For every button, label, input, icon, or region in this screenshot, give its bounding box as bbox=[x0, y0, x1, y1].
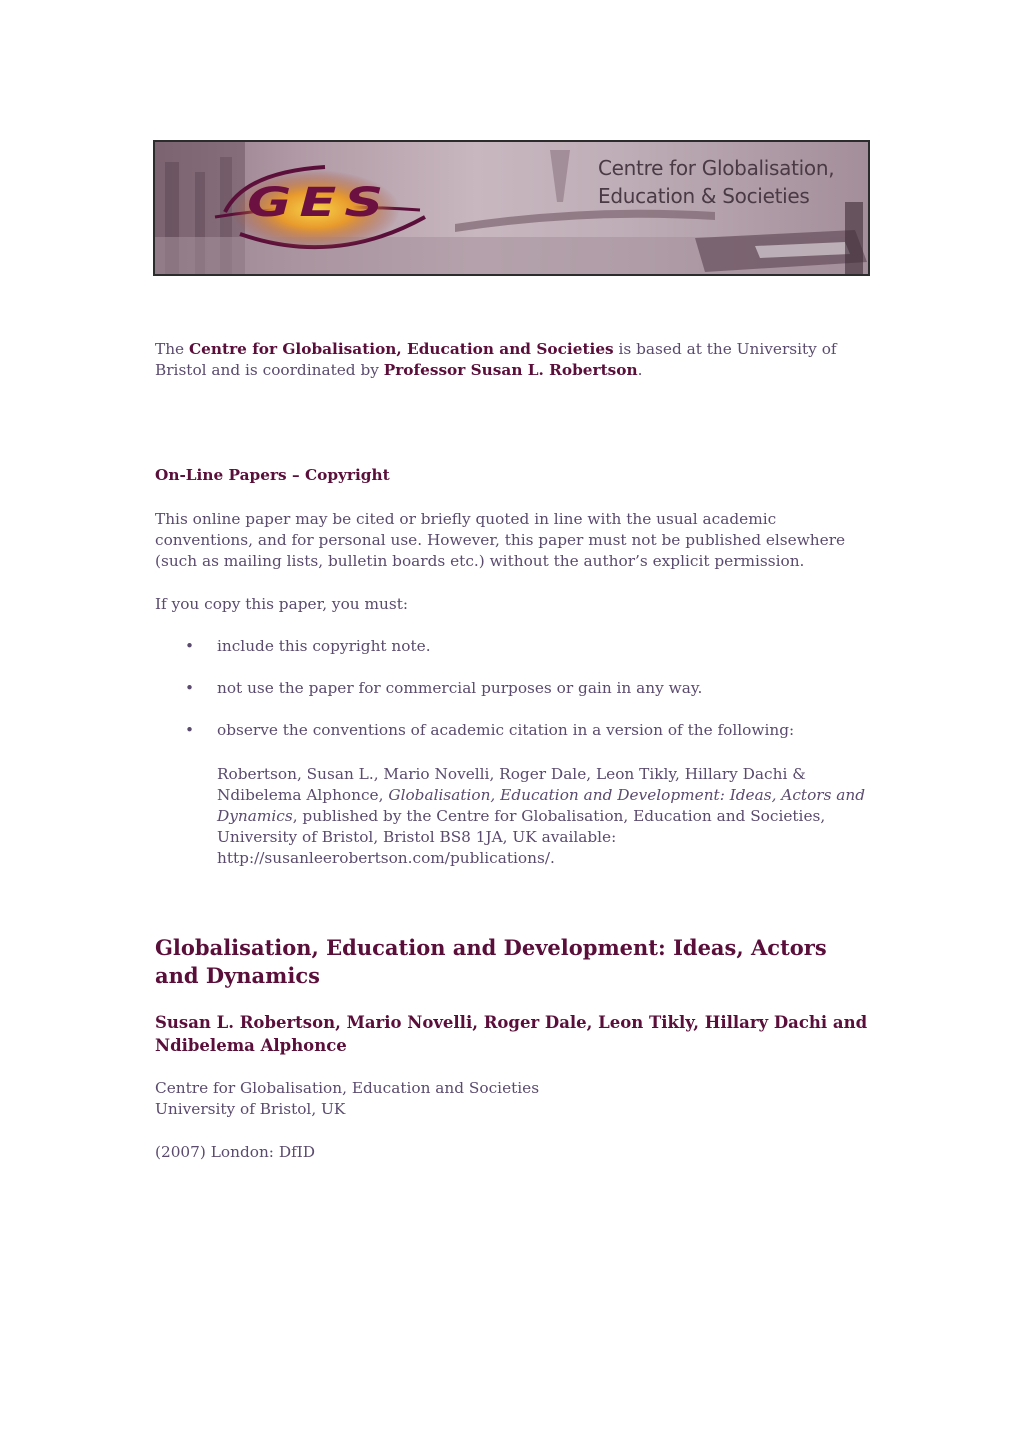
citation-publisher: , published by the Centre for Globalisation, Education and Societies, University of Bristol, Bristol BS8 1JA, UK available: http://susanleerobertson.com/publications/. bbox=[217, 807, 826, 867]
rule-text: include this copyright note. bbox=[217, 637, 431, 655]
publication-info: (2007) London: DfID bbox=[155, 1143, 316, 1161]
intro-text-3: . bbox=[637, 361, 643, 379]
intro-paragraph bbox=[155, 339, 870, 381]
banner-title-line-2: Education & Societies bbox=[598, 184, 810, 208]
citation-block bbox=[217, 764, 877, 869]
logo-text: GES bbox=[247, 180, 392, 226]
copyright-heading: On-Line Papers – Copyright bbox=[155, 466, 390, 484]
list-item bbox=[155, 720, 870, 762]
banner-title-line-1: Centre for Globalisation, bbox=[598, 156, 835, 180]
banner-title bbox=[598, 154, 868, 210]
list-item bbox=[155, 678, 870, 720]
coordinator-name: Professor Susan L. Robertson bbox=[383, 361, 638, 379]
affiliation-line-1: Centre for Globalisation, Education and Societies bbox=[155, 1079, 540, 1097]
copyright-rules-list bbox=[155, 636, 870, 762]
rule-text: observe the conventions of academic citation in a version of the following: bbox=[217, 721, 795, 739]
bullet: • bbox=[185, 679, 195, 697]
list-item bbox=[155, 636, 870, 678]
citation-title: Globalisation, Education and Development: Ideas, Actors and Dynamics bbox=[217, 786, 866, 825]
bullet: • bbox=[185, 721, 195, 739]
paper-authors: Susan L. Robertson, Mario Novelli, Roger Dale, Leon Tikly, Hillary Dachi and Ndibelema Alphonce bbox=[155, 1013, 868, 1055]
citation-authors: Robertson, Susan L., Mario Novelli, Roger Dale, Leon Tikly, Hillary Dachi & Ndibelema Alphonce, bbox=[217, 765, 806, 804]
header-banner bbox=[153, 140, 870, 276]
affiliation-line-2: University of Bristol, UK bbox=[155, 1100, 346, 1118]
copyright-lead: If you copy this paper, you must: bbox=[155, 595, 408, 613]
rule-text: not use the paper for commercial purposes or gain in any way. bbox=[217, 679, 703, 697]
copyright-paragraph: This online paper may be cited or briefly quoted in line with the usual academic conventions, and for personal use. However, this paper must not be published elsewhere (such as mailing lists, bulletin boards etc.) without the author’s explicit permission. bbox=[155, 510, 846, 570]
paper-title: Globalisation, Education and Development: Ideas, Actors and Dynamics bbox=[155, 935, 827, 988]
intro-text-1: The bbox=[155, 340, 189, 358]
centre-name: Centre for Globalisation, Education and Societies bbox=[188, 340, 614, 358]
affiliation bbox=[155, 1078, 870, 1120]
bullet: • bbox=[185, 637, 195, 655]
intro-text-2: is based at the University of Bristol and is coordinated by bbox=[155, 340, 837, 379]
